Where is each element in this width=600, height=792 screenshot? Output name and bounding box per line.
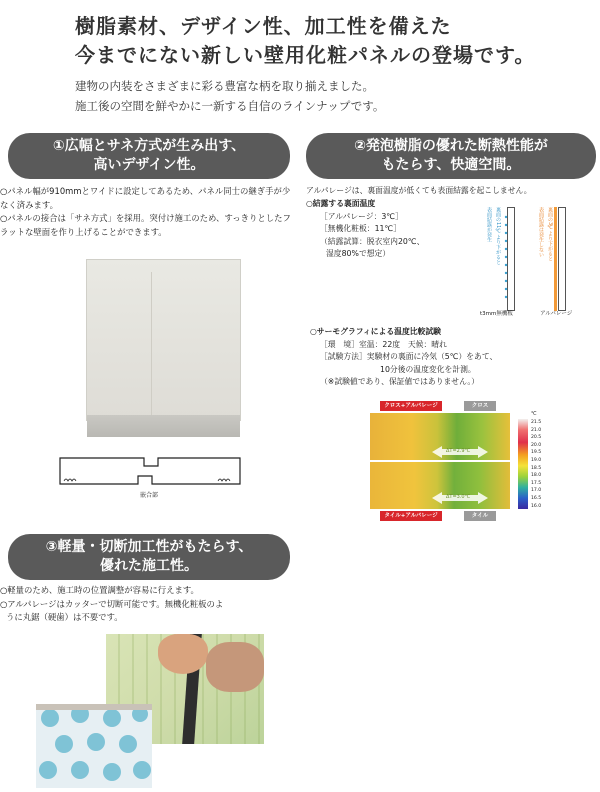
section3-bullet-1: ○軽量のため、施工時の位置調整が容易に行えます。	[0, 585, 199, 595]
tag-cross: クロス	[464, 401, 496, 411]
section3-bullet-2b: うに丸鋸（硬歯）は不要です。	[6, 612, 123, 622]
scale-label: 18.5	[531, 465, 542, 471]
hero-line-1: 樹脂素材、デザイン性、加工性を備えた	[75, 14, 452, 38]
section1-bullet-1: ○パネル幅が910mmとワイドに設定してあるため、パネル同士の継ぎ手が少なく済みます。	[0, 186, 291, 210]
dew-title: ○結露する裏面温度	[306, 199, 376, 208]
scale-label: 19.5	[531, 450, 542, 456]
dot-pattern-panel	[36, 704, 152, 788]
diag-right-text-2: 表面結露は発生しない	[538, 207, 544, 257]
thermography-figure	[368, 401, 588, 523]
intro-text	[75, 76, 384, 116]
diag-left-text-1: 裏面の11℃より下がると	[495, 207, 501, 265]
scale-label: 19.0	[531, 457, 542, 463]
hero-line-2: 今までにない新しい壁用化粧パネルの登場です。	[75, 43, 536, 67]
section3-title	[8, 534, 290, 580]
intro-line-1: 建物の内装をさまざまに彩る豊富な柄を取り揃えました。	[75, 79, 374, 93]
dew-block	[306, 198, 476, 261]
section3-title-line-1: ③軽量・切断加工性がもたらす、	[45, 539, 253, 555]
scale-label: 16.0	[531, 503, 542, 509]
dew-line-2: ［無機化粧板：11℃］	[320, 224, 402, 233]
panel-floor	[87, 415, 240, 437]
thermo-line-1: ［環 境］室温：22度 天候：晴れ	[320, 339, 447, 349]
scale-label: 16.5	[531, 495, 542, 501]
delta-label-top: ΔT=2.9℃	[446, 448, 471, 454]
thermo-line-4: （※試験値であり、保証値ではありません。）	[320, 377, 480, 386]
thermo-line-2: ［試験方法］実験材の裏面に冷気（5℃）をあて、	[320, 352, 498, 361]
thermo-title: ○サーモグラフィによる温度比較試験	[310, 327, 441, 336]
scale-label: 17.0	[531, 488, 542, 494]
section2-title	[306, 133, 596, 179]
worker-hand	[158, 634, 208, 674]
tag-tile: タイル	[464, 511, 496, 521]
photo-top-edge	[36, 704, 152, 710]
scale-label: 18.0	[531, 473, 542, 479]
scale-labels	[531, 419, 571, 510]
thermo-block	[310, 326, 570, 389]
intro-line-2: 施工後の空間を鮮やかに一新する自信のラインナップです。	[75, 99, 385, 113]
tag-cross-alpalage: クロス+アルパレージ	[380, 401, 442, 411]
section2-lead: アルパレージは、裏面温度が低くても表面結露を起こしません。	[306, 186, 532, 195]
condensation-diagram	[474, 205, 598, 323]
scale-label: 17.5	[531, 480, 542, 486]
section2-title-line-1: ②発泡樹脂の優れた断熱性能が	[354, 138, 548, 154]
section3-title-line-2: 優れた施工性。	[100, 558, 198, 574]
diag-right-text-1: 裏面の3℃より下がると	[547, 207, 553, 262]
thermo-divider	[370, 460, 510, 462]
alpalage-board	[558, 207, 566, 311]
panel-seam	[151, 272, 152, 420]
scale-label: 20.0	[531, 442, 542, 448]
scale-unit: ℃	[531, 411, 537, 417]
dew-line-3: （結露試算：脱衣室内20℃、	[320, 236, 425, 246]
worker-hand-right	[206, 642, 264, 692]
section1-title-line-1: ①広幅とサネ方式が生み出す、	[52, 138, 246, 154]
temperature-scale-bar	[518, 419, 528, 509]
alpalage-warm-side	[554, 207, 557, 311]
section1-title-line-2: 高いデザイン性。	[93, 157, 205, 173]
tag-tile-alpalage: タイル+アルパレージ	[380, 511, 442, 521]
hero-heading	[75, 12, 535, 70]
dew-line-1: ［アルパレージ：3℃］	[320, 211, 403, 221]
thermo-line-3: 10分後の温度変化を計測。	[380, 364, 476, 374]
section1-bullet-2: ○パネルの接合は「サネ方式」を採用。突付け施工のため、すっきりとしたフラットな壁面を作り上げることができます。	[0, 213, 291, 237]
wall-panel-photo	[86, 259, 241, 421]
section1-title	[8, 133, 290, 179]
joint-caption: 嵌合部	[140, 492, 159, 499]
condensation-droplets	[504, 213, 508, 303]
lightweight-panel-photo	[36, 704, 152, 788]
inorganic-board	[507, 207, 515, 311]
section1-bullets	[0, 185, 292, 239]
tongue-groove-joint-diagram	[58, 454, 242, 488]
scale-label: 20.5	[531, 435, 542, 441]
diag-left-caption: t3mm無機板	[480, 311, 513, 317]
diag-left-text-2: 表面結露が発生	[486, 207, 492, 242]
scale-label: 21.0	[531, 427, 542, 433]
dew-line-4: 湿度80%で想定）	[326, 249, 391, 258]
section3-bullets	[0, 584, 300, 625]
delta-label-bottom: ΔT=3.0℃	[446, 494, 471, 500]
scale-label: 21.5	[531, 420, 542, 425]
section3-bullet-2a: ○アルパレージはカッターで切断可能です。無機化粧板のよ	[0, 598, 224, 609]
diag-right-caption: アルパレージ	[540, 311, 573, 317]
section2-title-line-2: もたらす、快適空間。	[381, 157, 521, 173]
